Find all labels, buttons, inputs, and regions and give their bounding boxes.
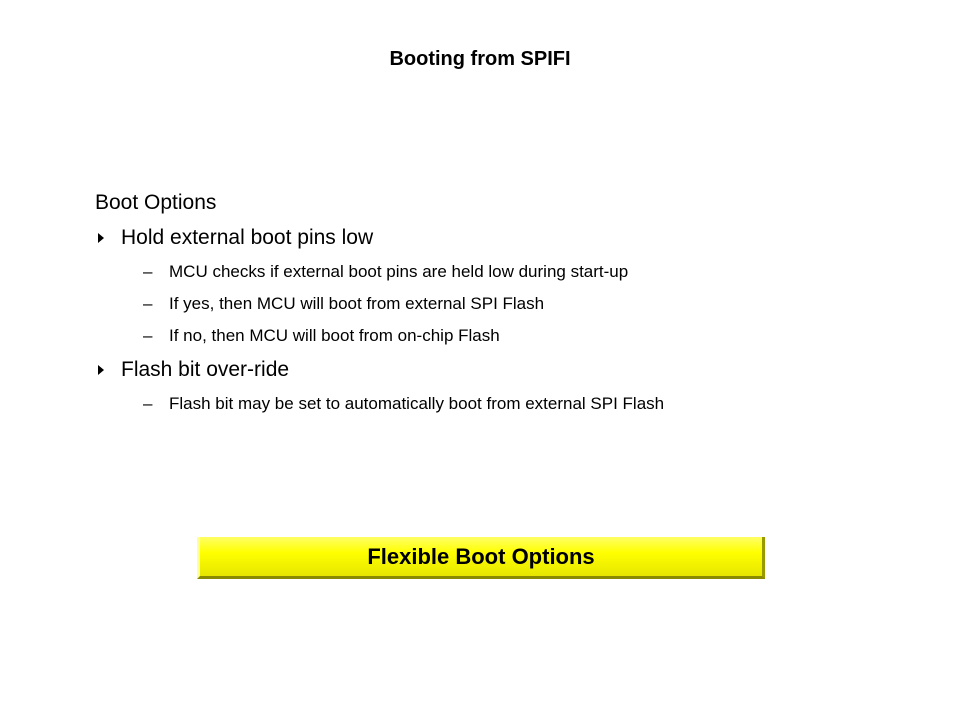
sub-item-text: MCU checks if external boot pins are held low during start-up xyxy=(169,262,629,281)
banner-text: Flexible Boot Options xyxy=(367,543,595,569)
sub-item xyxy=(95,320,915,352)
triangle-right-icon xyxy=(98,365,104,375)
sub-item xyxy=(95,288,915,320)
bullet-item xyxy=(95,352,915,388)
bullet-text: Flash bit over-ride xyxy=(121,358,290,381)
sub-item xyxy=(95,388,915,420)
dash-marker: – xyxy=(143,394,153,413)
sub-list xyxy=(95,256,915,352)
slide-content xyxy=(95,188,915,420)
sub-item-text: If yes, then MCU will boot from external SPI Flash xyxy=(169,294,545,313)
summary-banner xyxy=(197,537,765,579)
section-heading: Boot Options xyxy=(95,191,217,214)
sub-item xyxy=(95,256,915,288)
dash-marker: – xyxy=(143,294,153,313)
slide-title: Booting from SPIFI xyxy=(389,48,571,70)
sub-item-text: If no, then MCU will boot from on-chip Flash xyxy=(169,326,500,345)
bullet-item xyxy=(95,220,915,256)
triangle-right-icon xyxy=(98,233,104,243)
bullet-text: Hold external boot pins low xyxy=(121,226,374,249)
sub-item-text: Flash bit may be set to automatically boot from external SPI Flash xyxy=(169,394,665,413)
dash-marker: – xyxy=(143,326,153,345)
dash-marker: – xyxy=(143,262,153,281)
sub-list xyxy=(95,388,915,420)
